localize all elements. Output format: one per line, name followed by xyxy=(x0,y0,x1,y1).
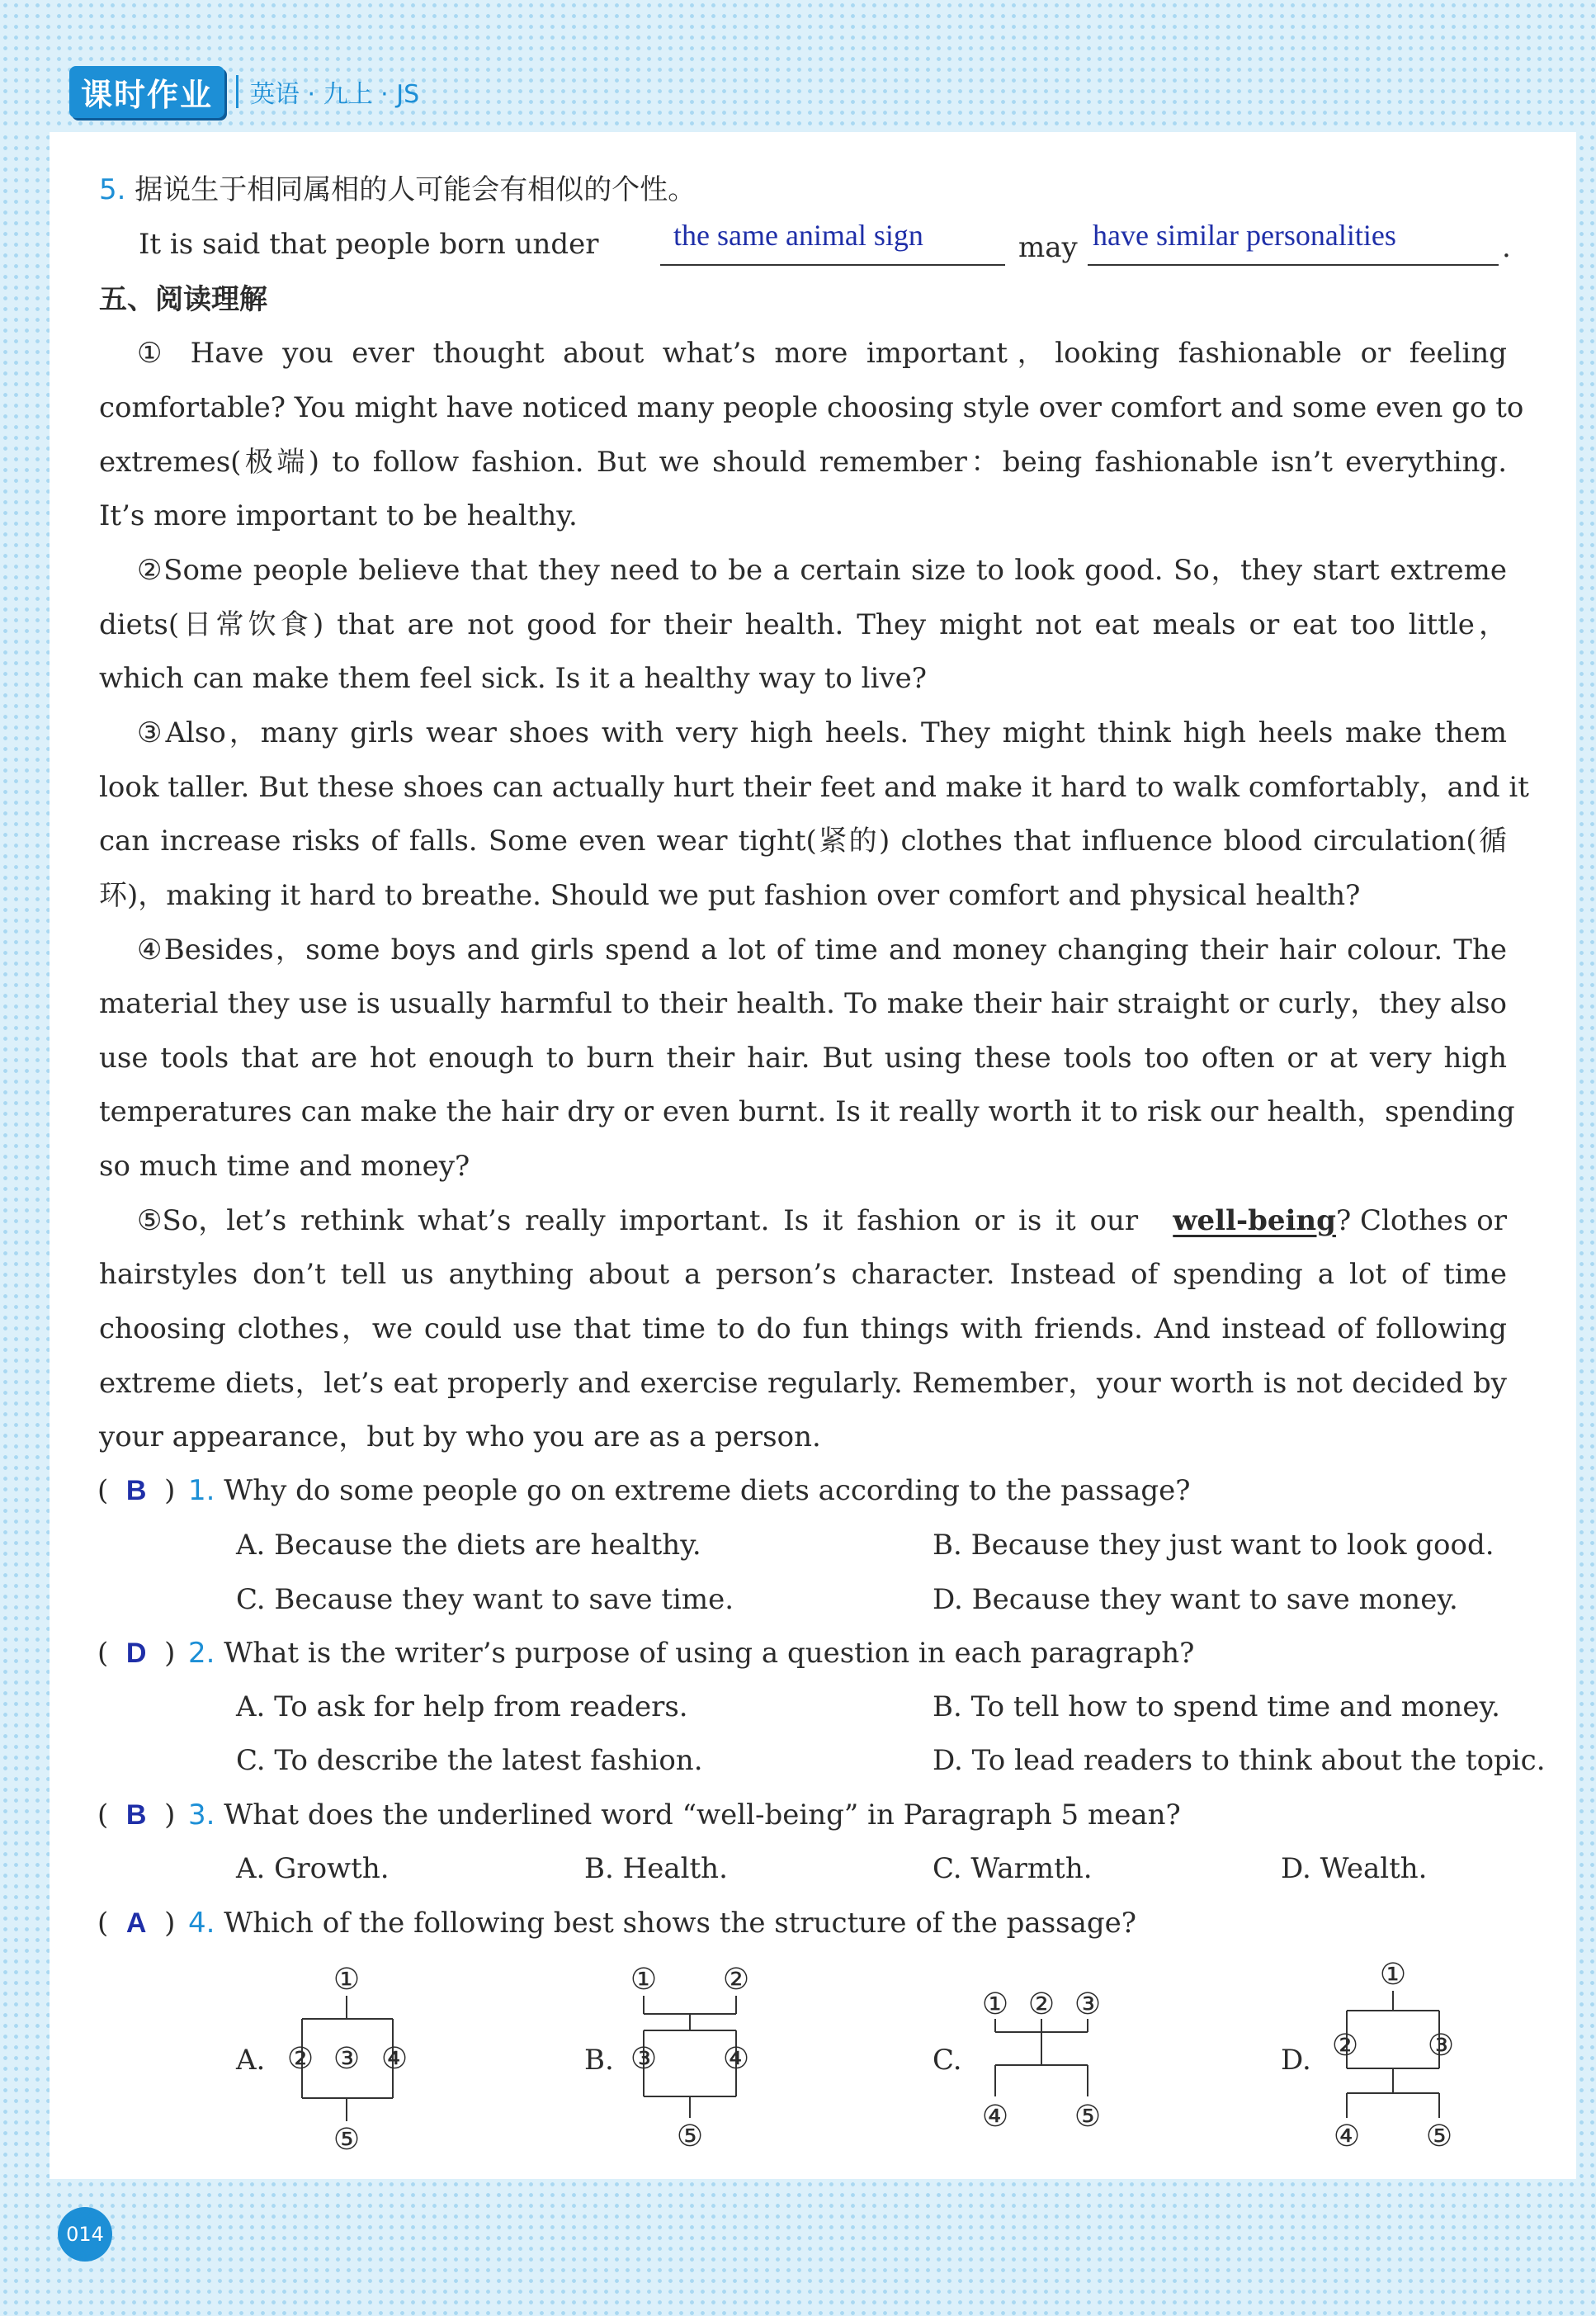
diagram-c-node-3: ③ xyxy=(1074,1988,1102,2021)
passage-line: hairstyles don’t tell us anything about a person’s character. Instead of spending a lot of time xyxy=(99,1258,1507,1291)
diagram-d-node-2: ② xyxy=(1331,2029,1359,2063)
question-answer: B xyxy=(125,1799,147,1831)
passage-line: use tools that are hot enough to burn their hair. But using these tools too often or at very high xyxy=(99,1042,1507,1075)
passage-line: extreme diets，let’s eat properly and exercise regularly. Remember，your worth is not decided by xyxy=(99,1367,1507,1400)
passage-line: ④Besides，some boys and girls spend a lot of time and money changing their hair colour. The xyxy=(137,933,1507,967)
translation-prompt: 5. 据说生于相同属相的人可能会有相似的个性。 xyxy=(99,173,696,206)
answer-text-1: the same animal sign xyxy=(673,219,923,252)
diagram-b-node-5: ⑤ xyxy=(676,2120,704,2153)
page-number: 014 xyxy=(58,2207,112,2262)
question-4: ( A ) 4. Which of the following best shows the structure of the passage? xyxy=(97,1907,1136,1940)
question-2: ( D ) 2. What is the writer’s purpose of using a question in each paragraph? xyxy=(97,1637,1195,1670)
underlined-word: well-being xyxy=(1173,1204,1336,1237)
option-a: A. Because the diets are healthy. xyxy=(236,1529,701,1562)
subject-label: 英语 · 九上 · JS xyxy=(250,80,420,109)
diagram-b-node-4: ④ xyxy=(722,2042,750,2076)
passage-line: look taller. But these shoes can actually hurt their feet and make it hard to walk comfortably，and it xyxy=(99,771,1529,804)
diagram-a-node-4: ④ xyxy=(380,2042,408,2076)
passage-line: diets(日常饮食) that are not good for their health. They might not eat meals or eat too little， xyxy=(99,608,1507,641)
translation-part2: may xyxy=(1018,231,1078,264)
passage-line: ① Have you ever thought about what’s more important，looking fashionable or feeling xyxy=(137,337,1507,370)
translation-part1: It is said that people born under xyxy=(139,228,599,261)
diagram-a-node-5: ⑤ xyxy=(333,2123,361,2157)
diagram-b-node-3: ③ xyxy=(630,2042,658,2076)
answer-text-2: have similar personalities xyxy=(1093,219,1396,252)
question-answer: D xyxy=(125,1638,147,1669)
passage-line: material they use is usually harmful to their health. To make their hair straight or curly，they also xyxy=(99,987,1507,1020)
question-text: Which of the following best shows the structure of the passage? xyxy=(224,1907,1136,1940)
diagram-d xyxy=(1347,1991,1439,2118)
option-b: B. Health. xyxy=(584,1852,728,1885)
passage-line: so much time and money? xyxy=(99,1150,470,1183)
diagram-a-node-3: ③ xyxy=(333,2042,361,2076)
option-a: A. To ask for help from readers. xyxy=(236,1690,688,1723)
diagram-c-node-4: ④ xyxy=(981,2100,1009,2134)
question-answer: B xyxy=(125,1475,147,1506)
option-a: A. xyxy=(236,2044,266,2077)
diagram-a-node-2: ② xyxy=(286,2042,314,2076)
option-c: C. Because they want to save time. xyxy=(236,1583,734,1616)
diagram-d-node-5: ⑤ xyxy=(1425,2120,1453,2153)
question-text: Why do some people go on extreme diets according to the passage? xyxy=(224,1474,1191,1507)
option-b: B. xyxy=(584,2044,614,2077)
section-title: 五、阅读理解 xyxy=(99,283,267,316)
passage-line: temperatures can make the hair dry or even burnt. Is it really worth it to risk our health，spending xyxy=(99,1095,1515,1128)
translation-end: . xyxy=(1502,231,1511,264)
diagram-b-node-1: ① xyxy=(630,1963,658,1997)
diagram-a-node-1: ① xyxy=(333,1963,361,1997)
question-3: ( B ) 3. What does the underlined word “well-being” in Paragraph 5 mean? xyxy=(97,1798,1181,1832)
diagram-d-node-4: ④ xyxy=(1333,2120,1361,2153)
option-d: D. Because they want to save money. xyxy=(933,1583,1458,1616)
option-b: B. To tell how to spend time and money. xyxy=(933,1690,1500,1723)
translation-chinese: 据说生于相同属相的人可能会有相似的个性。 xyxy=(135,173,696,206)
passage-line: ③Also，many girls wear shoes with very high heels. They might think high heels make them xyxy=(137,716,1507,749)
question-answer: A xyxy=(125,1907,147,1939)
diagram-d-node-3: ③ xyxy=(1427,2029,1455,2063)
passage-line: It’s more important to be healthy. xyxy=(99,499,578,532)
question-text: What does the underlined word “well-being” in Paragraph 5 mean? xyxy=(224,1798,1181,1832)
passage-line: can increase risks of falls. Some even wear tight(紧的) clothes that influence blood circulation(循 xyxy=(99,825,1507,858)
question-1: ( B ) 1. Why do some people go on extreme diets according to the passage? xyxy=(97,1474,1191,1507)
diagram-b-node-2: ② xyxy=(722,1963,750,1997)
option-b: B. Because they just want to look good. xyxy=(933,1529,1494,1562)
passage-line: your appearance，but by who you are as a person. xyxy=(99,1420,821,1453)
option-c: C. Warmth. xyxy=(933,1852,1093,1885)
question-text: What is the writer’s purpose of using a question in each paragraph? xyxy=(224,1637,1195,1670)
book-logo: 课时作业 xyxy=(69,66,224,118)
option-c: C. To describe the latest fashion. xyxy=(236,1744,703,1777)
passage-line: which can make them feel sick. Is it a healthy way to live? xyxy=(99,662,927,695)
diagram-d-node-1: ① xyxy=(1379,1958,1407,1992)
diagram-c xyxy=(995,2019,1088,2096)
option-d: D. Wealth. xyxy=(1281,1852,1428,1885)
passage-line: ②Some people believe that they need to be a certain size to look good. So，they start extreme xyxy=(137,554,1507,587)
passage-line: comfortable? You might have noticed many people choosing style over comfort and some even go to xyxy=(99,391,1524,424)
option-d: D. To lead readers to think about the topic. xyxy=(933,1744,1546,1777)
option-d: D. xyxy=(1281,2044,1311,2077)
diagram-c-node-5: ⑤ xyxy=(1074,2100,1102,2134)
option-a: A. Growth. xyxy=(236,1852,390,1885)
passage-line: ⑤So，let’s rethink what’s really important. Is it fashion or is it our well-being? Clothes or xyxy=(137,1204,1507,1237)
diagram-c-node-1: ① xyxy=(981,1988,1009,2021)
diagram-c-node-2: ② xyxy=(1027,1988,1055,2021)
option-c: C. xyxy=(933,2044,962,2077)
passage-line: choosing clothes，we could use that time to do fun things with friends. And instead of following xyxy=(99,1312,1507,1345)
passage-line: 环)，making it hard to breathe. Should we put fashion over comfort and physical health? xyxy=(99,879,1361,912)
passage-line: extremes(极端) to follow fashion. But we should remember：being fashionable isn’t everything. xyxy=(99,446,1507,479)
